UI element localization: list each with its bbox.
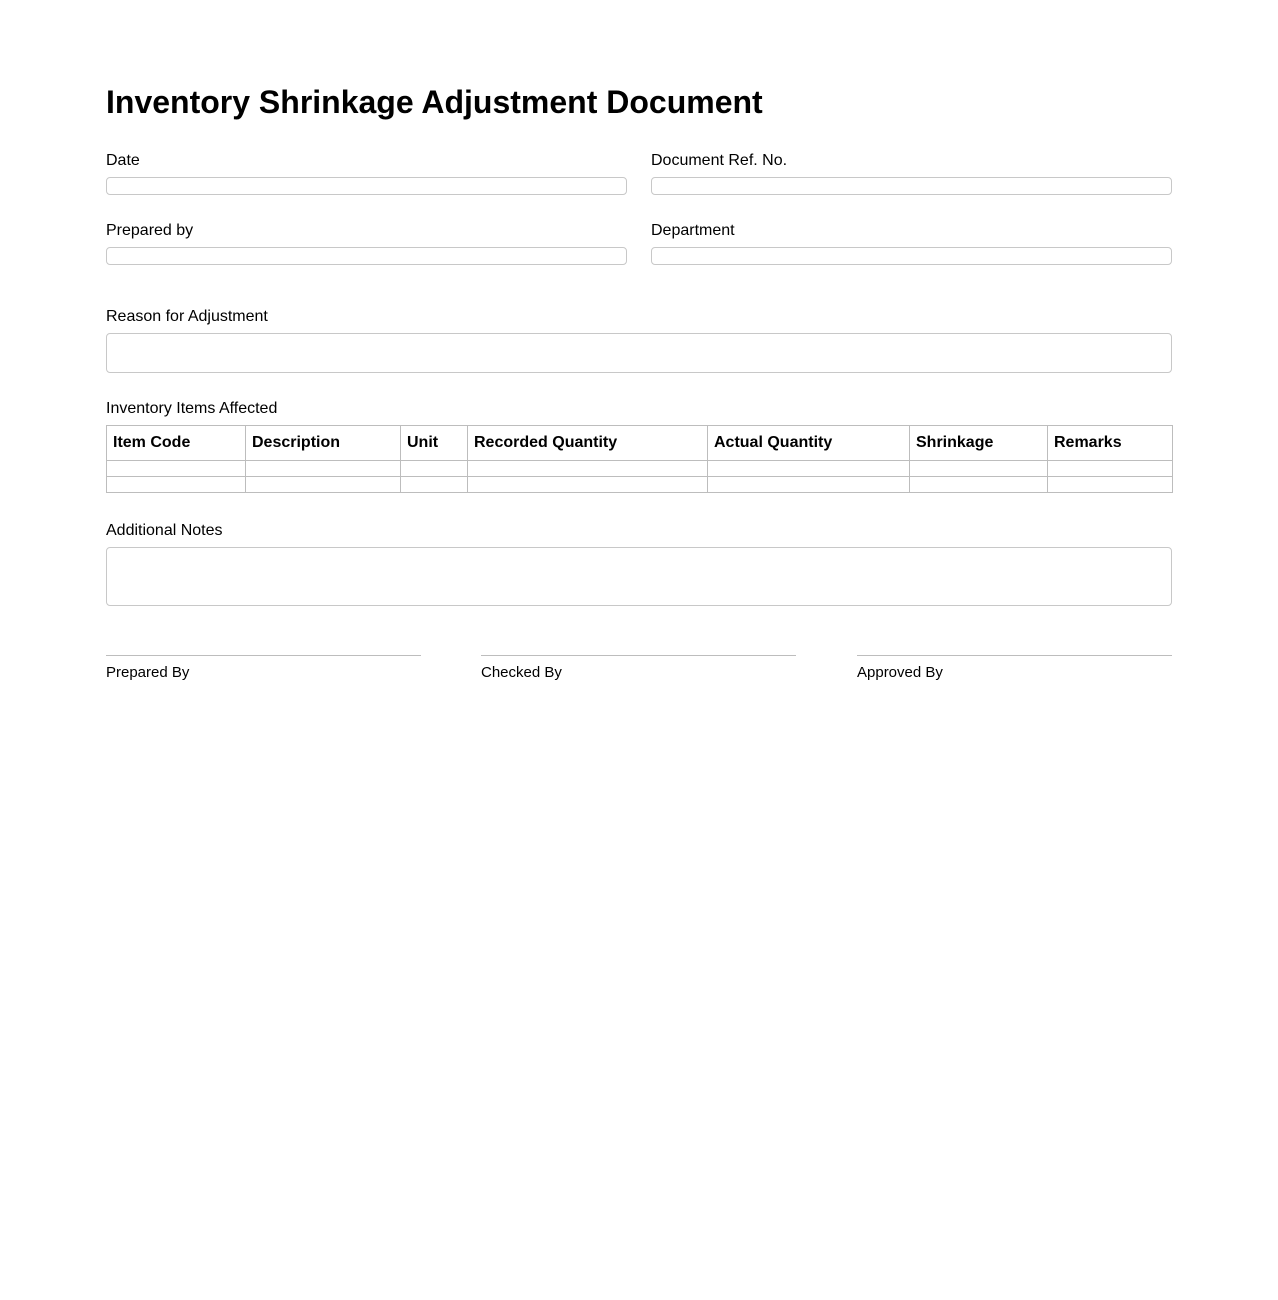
signature-label: Prepared By	[106, 664, 190, 681]
table-row	[107, 477, 1173, 493]
reason-textarea[interactable]	[106, 333, 1172, 373]
column-header-description: Description	[246, 426, 401, 461]
column-header-shrinkage: Shrinkage	[910, 426, 1048, 461]
column-header-remarks: Remarks	[1048, 426, 1173, 461]
page-title: Inventory Shrinkage Adjustment Document	[106, 84, 763, 120]
department-field-group	[651, 222, 1172, 240]
cell-recorded-quantity[interactable]	[468, 477, 708, 493]
cell-unit[interactable]	[401, 461, 468, 477]
date-label: Date	[106, 152, 140, 169]
cell-item-code[interactable]	[107, 461, 246, 477]
cell-actual-quantity[interactable]	[708, 477, 910, 493]
column-header-recorded-quantity: Recorded Quantity	[468, 426, 708, 461]
signature-label: Approved By	[857, 664, 943, 681]
department-label: Department	[651, 222, 735, 239]
cell-shrinkage[interactable]	[910, 477, 1048, 493]
cell-recorded-quantity[interactable]	[468, 461, 708, 477]
signature-prepared-by	[106, 655, 421, 682]
doc-ref-label: Document Ref. No.	[651, 152, 788, 169]
signature-line[interactable]	[481, 655, 796, 656]
doc-ref-field-group	[651, 152, 1172, 170]
column-header-actual-quantity: Actual Quantity	[708, 426, 910, 461]
items-table	[106, 425, 1173, 493]
notes-field-group	[106, 522, 1172, 540]
cell-remarks[interactable]	[1048, 477, 1173, 493]
doc-ref-input[interactable]	[651, 177, 1172, 195]
cell-description[interactable]	[246, 477, 401, 493]
notes-textarea[interactable]	[106, 547, 1172, 606]
prepared-by-input[interactable]	[106, 247, 627, 265]
cell-item-code[interactable]	[107, 477, 246, 493]
items-table-label: Inventory Items Affected	[106, 400, 278, 417]
table-header-row	[107, 426, 1173, 461]
cell-remarks[interactable]	[1048, 461, 1173, 477]
reason-field-group	[106, 308, 1172, 326]
table-row	[107, 461, 1173, 477]
signature-line[interactable]	[106, 655, 421, 656]
cell-actual-quantity[interactable]	[708, 461, 910, 477]
date-input[interactable]	[106, 177, 627, 195]
reason-label: Reason for Adjustment	[106, 308, 268, 325]
signature-line[interactable]	[857, 655, 1172, 656]
notes-label: Additional Notes	[106, 522, 223, 539]
signature-approved-by	[857, 655, 1172, 682]
cell-description[interactable]	[246, 461, 401, 477]
cell-unit[interactable]	[401, 477, 468, 493]
items-section	[106, 400, 1172, 418]
prepared-by-field-group	[106, 222, 627, 240]
department-input[interactable]	[651, 247, 1172, 265]
date-field-group	[106, 152, 627, 170]
prepared-by-label: Prepared by	[106, 222, 194, 239]
column-header-unit: Unit	[401, 426, 468, 461]
column-header-item-code: Item Code	[107, 426, 246, 461]
signature-label: Checked By	[481, 664, 562, 681]
cell-shrinkage[interactable]	[910, 461, 1048, 477]
signature-checked-by	[481, 655, 796, 682]
